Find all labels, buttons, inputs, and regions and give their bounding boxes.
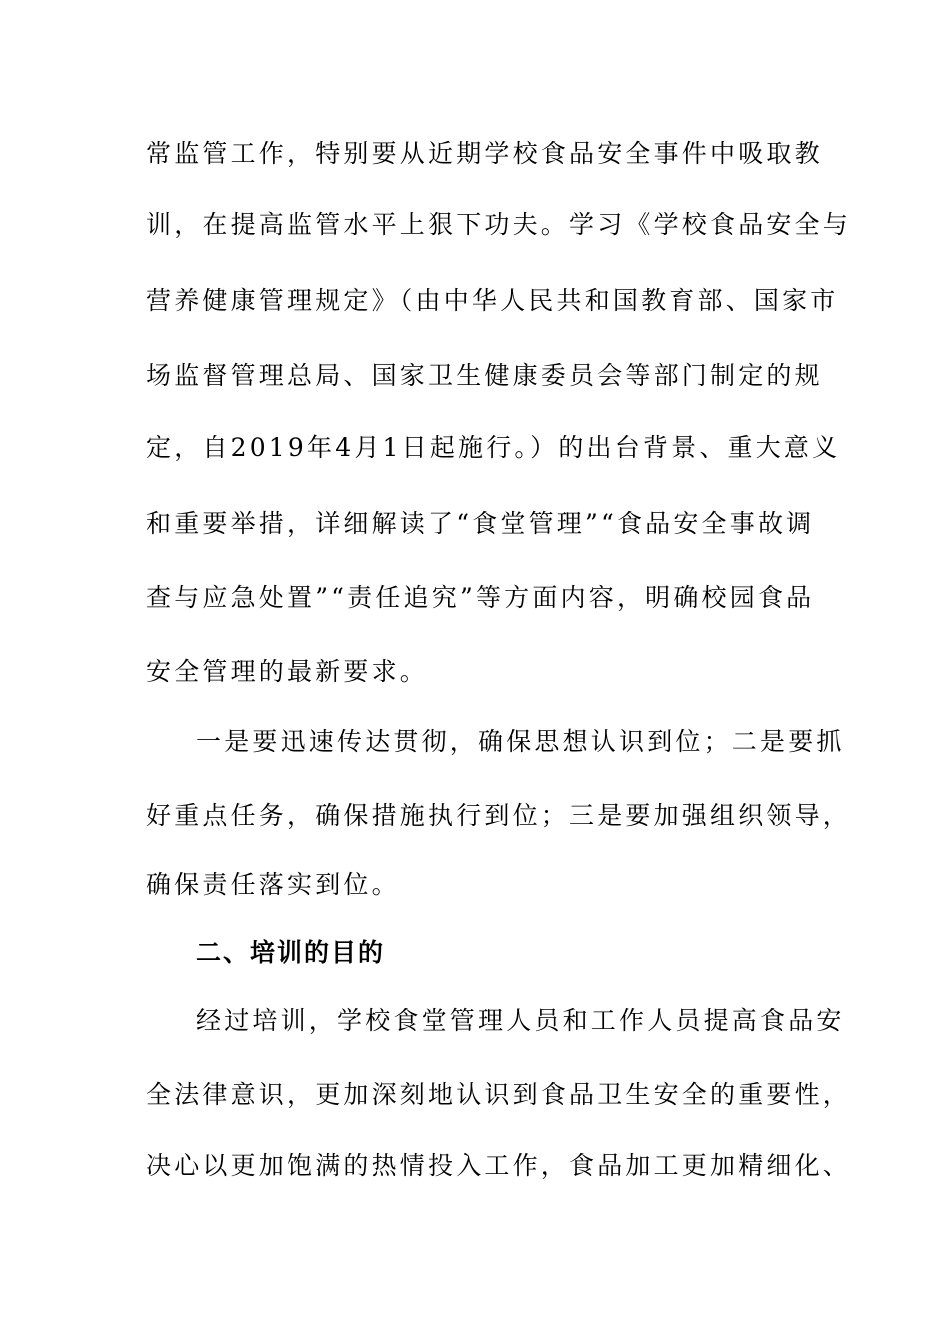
body-text-line: 和重要举措，详细解读了“食堂管理”“食品安全事故调 bbox=[146, 509, 815, 538]
body-text-line: 全法律意识，更加深刻地认识到食品卫生安全的重要性， bbox=[146, 1080, 852, 1109]
body-text-line: 常监管工作，特别要从近期学校食品安全事件中吸取教 bbox=[146, 139, 823, 168]
body-text-line: 决心以更加饱满的热情投入工作，食品加工更加精细化、 bbox=[146, 1151, 852, 1180]
body-text-line: 经过培训，学校食堂管理人员和工作人员提高食品安 bbox=[196, 1006, 845, 1035]
body-text-line: 场监督管理总局、国家卫生健康委员会等部门制定的规 bbox=[146, 361, 823, 390]
body-text-line: 确保责任落实到位。 bbox=[146, 870, 400, 899]
body-text-line: 安全管理的最新要求。 bbox=[146, 657, 429, 686]
body-text-line: 训，在提高监管水平上狠下功夫。学习《学校食品安全与 bbox=[146, 210, 852, 239]
body-text-line: 一是要迅速传达贯彻，确保思想认识到位；二是要抓 bbox=[196, 727, 845, 756]
section-heading: 二、培训的目的 bbox=[196, 938, 386, 967]
body-text-line: 定，自2019年4月1日起施行。）的出台背景、重大意义 bbox=[146, 433, 841, 462]
body-text-line: 好重点任务，确保措施执行到位；三是要加强组织领导， bbox=[146, 801, 852, 830]
body-text-line: 查与应急处置”“责任追究”等方面内容，明确校园食品 bbox=[146, 583, 815, 612]
body-text-line: 营养健康管理规定》（由中华人民共和国教育部、国家市 bbox=[146, 286, 839, 315]
